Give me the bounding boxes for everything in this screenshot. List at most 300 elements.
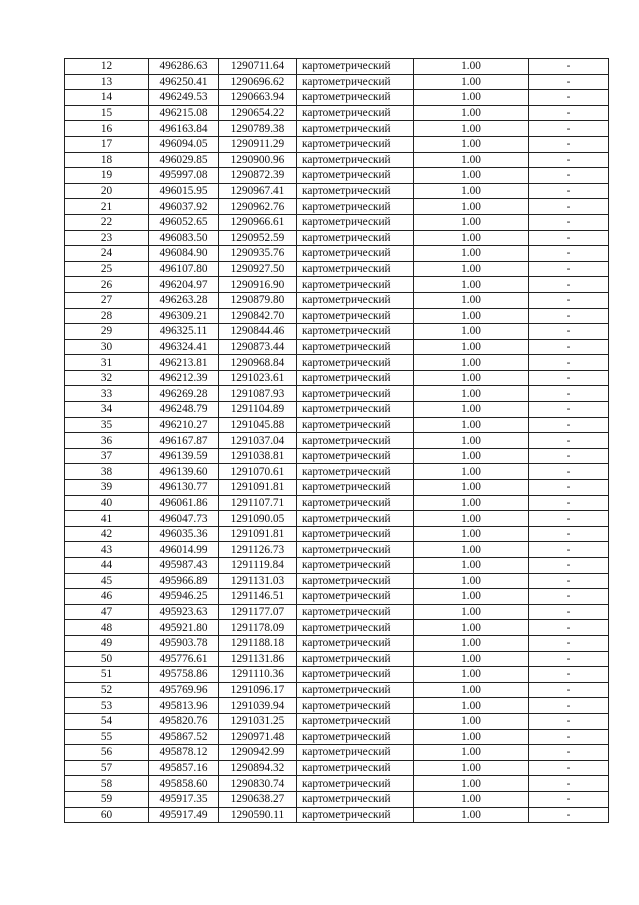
coordinates-table-body [65,59,609,823]
point-number-cell: 18 [65,152,149,168]
table-row [65,199,609,215]
x-coordinate-cell: 496047.73 [149,511,219,527]
note-cell: - [529,261,609,277]
table-row [65,776,609,792]
table-row [65,495,609,511]
y-coordinate-cell: 1290590.11 [219,807,297,823]
accuracy-cell: 1.00 [414,495,529,511]
point-number-cell: 19 [65,168,149,184]
table-row [65,604,609,620]
table-row [65,729,609,745]
method-cell: картометрический [297,402,414,418]
x-coordinate-cell: 496167.87 [149,433,219,449]
point-number-cell: 21 [65,199,149,215]
method-cell: картометрический [297,59,414,75]
accuracy-cell: 1.00 [414,121,529,137]
y-coordinate-cell: 1291023.61 [219,370,297,386]
accuracy-cell: 1.00 [414,230,529,246]
note-cell: - [529,526,609,542]
method-cell: картометрический [297,698,414,714]
point-number-cell: 31 [65,355,149,371]
point-number-cell: 45 [65,573,149,589]
table-row [65,230,609,246]
x-coordinate-cell: 496263.28 [149,292,219,308]
note-cell: - [529,745,609,761]
accuracy-cell: 1.00 [414,448,529,464]
table-row [65,542,609,558]
y-coordinate-cell: 1291131.86 [219,651,297,667]
note-cell: - [529,448,609,464]
note-cell: - [529,105,609,121]
x-coordinate-cell: 496213.81 [149,355,219,371]
y-coordinate-cell: 1290916.90 [219,277,297,293]
point-number-cell: 41 [65,511,149,527]
x-coordinate-cell: 495878.12 [149,745,219,761]
table-row [65,261,609,277]
accuracy-cell: 1.00 [414,511,529,527]
method-cell: картометрический [297,417,414,433]
x-coordinate-cell: 496163.84 [149,121,219,137]
method-cell: картометрический [297,199,414,215]
point-number-cell: 37 [65,448,149,464]
x-coordinate-cell: 496250.41 [149,74,219,90]
method-cell: картометрический [297,480,414,496]
note-cell: - [529,480,609,496]
x-coordinate-cell: 495776.61 [149,651,219,667]
accuracy-cell: 1.00 [414,651,529,667]
note-cell: - [529,698,609,714]
point-number-cell: 25 [65,261,149,277]
x-coordinate-cell: 495987.43 [149,558,219,574]
accuracy-cell: 1.00 [414,698,529,714]
note-cell: - [529,277,609,293]
accuracy-cell: 1.00 [414,168,529,184]
y-coordinate-cell: 1290968.84 [219,355,297,371]
table-row [65,183,609,199]
point-number-cell: 33 [65,386,149,402]
note-cell: - [529,402,609,418]
method-cell: картометрический [297,589,414,605]
point-number-cell: 12 [65,59,149,75]
accuracy-cell: 1.00 [414,355,529,371]
point-number-cell: 56 [65,745,149,761]
table-row [65,635,609,651]
x-coordinate-cell: 495921.80 [149,620,219,636]
point-number-cell: 48 [65,620,149,636]
method-cell: картометрический [297,121,414,137]
point-number-cell: 28 [65,308,149,324]
x-coordinate-cell: 495946.25 [149,589,219,605]
method-cell: картометрический [297,386,414,402]
x-coordinate-cell: 496139.60 [149,464,219,480]
table-row [65,152,609,168]
note-cell: - [529,433,609,449]
point-number-cell: 46 [65,589,149,605]
method-cell: картометрический [297,90,414,106]
table-row [65,246,609,262]
table-row [65,339,609,355]
y-coordinate-cell: 1291110.36 [219,667,297,683]
y-coordinate-cell: 1290638.27 [219,791,297,807]
accuracy-cell: 1.00 [414,417,529,433]
accuracy-cell: 1.00 [414,59,529,75]
table-row [65,511,609,527]
accuracy-cell: 1.00 [414,370,529,386]
table-row [65,433,609,449]
method-cell: картометрический [297,292,414,308]
table-row [65,136,609,152]
x-coordinate-cell: 495769.96 [149,682,219,698]
method-cell: картометрический [297,339,414,355]
x-coordinate-cell: 496249.53 [149,90,219,106]
method-cell: картометрический [297,635,414,651]
point-number-cell: 57 [65,760,149,776]
method-cell: картометрический [297,74,414,90]
x-coordinate-cell: 496014.99 [149,542,219,558]
y-coordinate-cell: 1290789.38 [219,121,297,137]
x-coordinate-cell: 496324.41 [149,339,219,355]
table-row [65,760,609,776]
method-cell: картометрический [297,495,414,511]
y-coordinate-cell: 1291131.03 [219,573,297,589]
accuracy-cell: 1.00 [414,246,529,262]
accuracy-cell: 1.00 [414,105,529,121]
x-coordinate-cell: 496139.59 [149,448,219,464]
note-cell: - [529,199,609,215]
point-number-cell: 47 [65,604,149,620]
note-cell: - [529,355,609,371]
note-cell: - [529,729,609,745]
x-coordinate-cell: 496107.80 [149,261,219,277]
point-number-cell: 24 [65,246,149,262]
accuracy-cell: 1.00 [414,745,529,761]
accuracy-cell: 1.00 [414,635,529,651]
x-coordinate-cell: 496210.27 [149,417,219,433]
note-cell: - [529,682,609,698]
note-cell: - [529,90,609,106]
accuracy-cell: 1.00 [414,776,529,792]
y-coordinate-cell: 1290663.94 [219,90,297,106]
table-row [65,386,609,402]
accuracy-cell: 1.00 [414,199,529,215]
point-number-cell: 36 [65,433,149,449]
accuracy-cell: 1.00 [414,74,529,90]
accuracy-cell: 1.00 [414,402,529,418]
accuracy-cell: 1.00 [414,386,529,402]
note-cell: - [529,308,609,324]
x-coordinate-cell: 495858.60 [149,776,219,792]
y-coordinate-cell: 1291091.81 [219,526,297,542]
point-number-cell: 23 [65,230,149,246]
point-number-cell: 30 [65,339,149,355]
y-coordinate-cell: 1291037.04 [219,433,297,449]
x-coordinate-cell: 496061.86 [149,495,219,511]
y-coordinate-cell: 1291070.61 [219,464,297,480]
method-cell: картометрический [297,324,414,340]
method-cell: картометрический [297,682,414,698]
point-number-cell: 40 [65,495,149,511]
method-cell: картометрический [297,152,414,168]
table-row [65,620,609,636]
table-row [65,277,609,293]
accuracy-cell: 1.00 [414,573,529,589]
accuracy-cell: 1.00 [414,682,529,698]
method-cell: картометрический [297,667,414,683]
method-cell: картометрический [297,370,414,386]
note-cell: - [529,791,609,807]
y-coordinate-cell: 1291039.94 [219,698,297,714]
point-number-cell: 34 [65,402,149,418]
note-cell: - [529,417,609,433]
x-coordinate-cell: 496083.50 [149,230,219,246]
point-number-cell: 60 [65,807,149,823]
method-cell: картометрический [297,620,414,636]
table-row [65,791,609,807]
method-cell: картометрический [297,573,414,589]
method-cell: картометрический [297,448,414,464]
table-row [65,59,609,75]
x-coordinate-cell: 495867.52 [149,729,219,745]
accuracy-cell: 1.00 [414,433,529,449]
y-coordinate-cell: 1291096.17 [219,682,297,698]
method-cell: картометрический [297,136,414,152]
note-cell: - [529,807,609,823]
note-cell: - [529,386,609,402]
y-coordinate-cell: 1291119.84 [219,558,297,574]
x-coordinate-cell: 496248.79 [149,402,219,418]
y-coordinate-cell: 1290911.29 [219,136,297,152]
y-coordinate-cell: 1290873.44 [219,339,297,355]
x-coordinate-cell: 495917.35 [149,791,219,807]
note-cell: - [529,542,609,558]
y-coordinate-cell: 1291177.07 [219,604,297,620]
y-coordinate-cell: 1290830.74 [219,776,297,792]
table-row [65,448,609,464]
x-coordinate-cell: 495923.63 [149,604,219,620]
note-cell: - [529,635,609,651]
accuracy-cell: 1.00 [414,791,529,807]
y-coordinate-cell: 1290967.41 [219,183,297,199]
table-row [65,713,609,729]
table-row [65,698,609,714]
table-row [65,745,609,761]
point-number-cell: 16 [65,121,149,137]
note-cell: - [529,121,609,137]
x-coordinate-cell: 495903.78 [149,635,219,651]
accuracy-cell: 1.00 [414,542,529,558]
y-coordinate-cell: 1290900.96 [219,152,297,168]
table-row [65,667,609,683]
x-coordinate-cell: 495758.86 [149,667,219,683]
y-coordinate-cell: 1290927.50 [219,261,297,277]
point-number-cell: 58 [65,776,149,792]
y-coordinate-cell: 1290935.76 [219,246,297,262]
method-cell: картометрический [297,791,414,807]
y-coordinate-cell: 1290711.64 [219,59,297,75]
note-cell: - [529,370,609,386]
point-number-cell: 42 [65,526,149,542]
y-coordinate-cell: 1290942.99 [219,745,297,761]
note-cell: - [529,59,609,75]
method-cell: картометрический [297,713,414,729]
point-number-cell: 55 [65,729,149,745]
table-row [65,417,609,433]
y-coordinate-cell: 1291038.81 [219,448,297,464]
note-cell: - [529,230,609,246]
method-cell: картометрический [297,558,414,574]
note-cell: - [529,558,609,574]
accuracy-cell: 1.00 [414,308,529,324]
note-cell: - [529,214,609,230]
note-cell: - [529,589,609,605]
y-coordinate-cell: 1290894.32 [219,760,297,776]
method-cell: картометрический [297,308,414,324]
x-coordinate-cell: 496015.95 [149,183,219,199]
x-coordinate-cell: 496094.05 [149,136,219,152]
accuracy-cell: 1.00 [414,90,529,106]
note-cell: - [529,339,609,355]
point-number-cell: 52 [65,682,149,698]
method-cell: картометрический [297,214,414,230]
accuracy-cell: 1.00 [414,324,529,340]
note-cell: - [529,168,609,184]
accuracy-cell: 1.00 [414,152,529,168]
y-coordinate-cell: 1291146.51 [219,589,297,605]
y-coordinate-cell: 1290971.48 [219,729,297,745]
x-coordinate-cell: 495857.16 [149,760,219,776]
point-number-cell: 54 [65,713,149,729]
y-coordinate-cell: 1290842.70 [219,308,297,324]
method-cell: картометрический [297,729,414,745]
x-coordinate-cell: 496204.97 [149,277,219,293]
table-row [65,464,609,480]
method-cell: картометрический [297,542,414,558]
y-coordinate-cell: 1290872.39 [219,168,297,184]
table-row [65,480,609,496]
table-row [65,324,609,340]
y-coordinate-cell: 1291045.88 [219,417,297,433]
note-cell: - [529,667,609,683]
x-coordinate-cell: 495813.96 [149,698,219,714]
method-cell: картометрический [297,355,414,371]
coordinates-table [64,58,609,823]
point-number-cell: 20 [65,183,149,199]
point-number-cell: 59 [65,791,149,807]
y-coordinate-cell: 1291031.25 [219,713,297,729]
point-number-cell: 15 [65,105,149,121]
x-coordinate-cell: 496084.90 [149,246,219,262]
y-coordinate-cell: 1291188.18 [219,635,297,651]
point-number-cell: 13 [65,74,149,90]
note-cell: - [529,464,609,480]
accuracy-cell: 1.00 [414,464,529,480]
method-cell: картометрический [297,651,414,667]
accuracy-cell: 1.00 [414,729,529,745]
method-cell: картометрический [297,464,414,480]
method-cell: картометрический [297,105,414,121]
note-cell: - [529,620,609,636]
x-coordinate-cell: 495820.76 [149,713,219,729]
table-row [65,402,609,418]
point-number-cell: 32 [65,370,149,386]
method-cell: картометрический [297,261,414,277]
accuracy-cell: 1.00 [414,713,529,729]
method-cell: картометрический [297,760,414,776]
point-number-cell: 50 [65,651,149,667]
accuracy-cell: 1.00 [414,667,529,683]
y-coordinate-cell: 1290879.80 [219,292,297,308]
accuracy-cell: 1.00 [414,136,529,152]
y-coordinate-cell: 1291107.71 [219,495,297,511]
method-cell: картометрический [297,183,414,199]
x-coordinate-cell: 496212.39 [149,370,219,386]
method-cell: картометрический [297,246,414,262]
y-coordinate-cell: 1290952.59 [219,230,297,246]
table-row [65,308,609,324]
table-row [65,651,609,667]
x-coordinate-cell: 495997.08 [149,168,219,184]
point-number-cell: 29 [65,324,149,340]
method-cell: картометрический [297,433,414,449]
note-cell: - [529,651,609,667]
note-cell: - [529,713,609,729]
note-cell: - [529,573,609,589]
table-row [65,589,609,605]
note-cell: - [529,604,609,620]
note-cell: - [529,511,609,527]
y-coordinate-cell: 1290654.22 [219,105,297,121]
x-coordinate-cell: 496269.28 [149,386,219,402]
method-cell: картометрический [297,807,414,823]
table-row [65,74,609,90]
y-coordinate-cell: 1291126.73 [219,542,297,558]
accuracy-cell: 1.00 [414,277,529,293]
table-row [65,682,609,698]
y-coordinate-cell: 1290844.46 [219,324,297,340]
point-number-cell: 51 [65,667,149,683]
point-number-cell: 22 [65,214,149,230]
x-coordinate-cell: 495966.89 [149,573,219,589]
accuracy-cell: 1.00 [414,183,529,199]
table-row [65,168,609,184]
method-cell: картометрический [297,168,414,184]
point-number-cell: 53 [65,698,149,714]
point-number-cell: 17 [65,136,149,152]
note-cell: - [529,495,609,511]
table-row [65,292,609,308]
note-cell: - [529,152,609,168]
accuracy-cell: 1.00 [414,620,529,636]
y-coordinate-cell: 1291104.89 [219,402,297,418]
y-coordinate-cell: 1290696.62 [219,74,297,90]
accuracy-cell: 1.00 [414,292,529,308]
accuracy-cell: 1.00 [414,339,529,355]
y-coordinate-cell: 1290962.76 [219,199,297,215]
point-number-cell: 14 [65,90,149,106]
point-number-cell: 39 [65,480,149,496]
x-coordinate-cell: 496309.21 [149,308,219,324]
method-cell: картометрический [297,526,414,542]
table-row [65,355,609,371]
accuracy-cell: 1.00 [414,760,529,776]
x-coordinate-cell: 496037.92 [149,199,219,215]
y-coordinate-cell: 1291091.81 [219,480,297,496]
x-coordinate-cell: 496130.77 [149,480,219,496]
y-coordinate-cell: 1291090.05 [219,511,297,527]
x-coordinate-cell: 496286.63 [149,59,219,75]
point-number-cell: 43 [65,542,149,558]
x-coordinate-cell: 496325.11 [149,324,219,340]
